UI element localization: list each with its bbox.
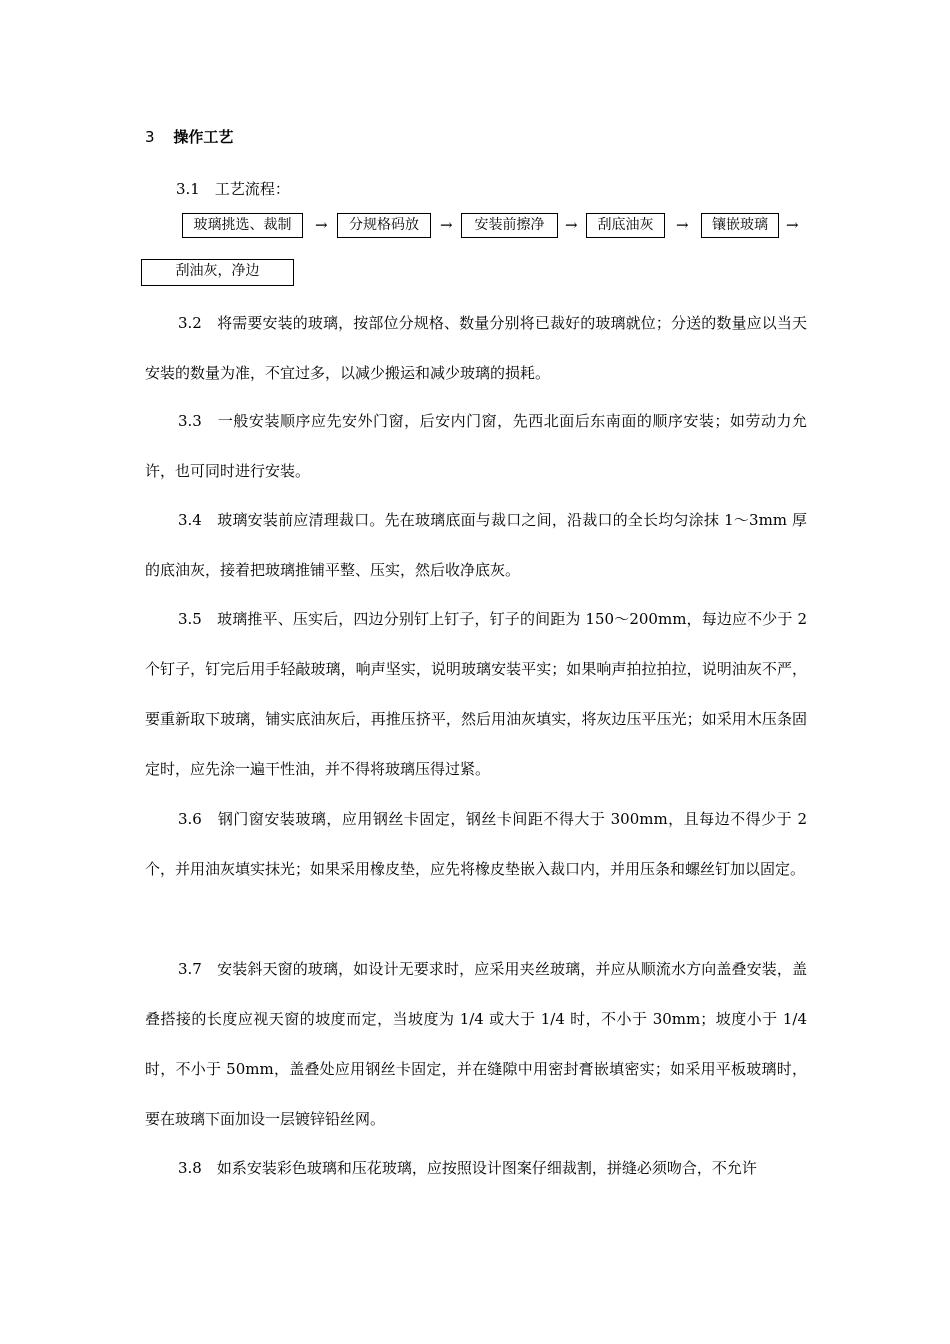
section-heading: [145, 126, 233, 147]
flow-step-2: 分规格码放: [337, 213, 431, 238]
flow-arrow-3: →: [565, 216, 578, 234]
flow-step-4: 刮底油灰: [586, 213, 665, 238]
flow-step-1: 玻璃挑选、裁制: [182, 213, 303, 238]
paragraph-3-5: 3.5 玻璃推平、压实后，四边分别钉上钉子，钉子的间距为 150～200mm，每边应不少于 2 个钉子，钉完后用手轻敲玻璃，响声坚实，说明玻璃安装平实；如果响声拍拉拍拉，说明油灰不严，要重新取下玻璃，铺实底油灰后，再推压挤平，然后用油灰填实，将灰边压平压光；如采用木压条固定时，应先涂一遍干性油，并不得将玻璃压得过紧。: [145, 610, 807, 778]
section-title: 操作工艺: [173, 128, 234, 146]
flow-step-3: 安装前擦净: [461, 213, 558, 238]
flow-arrow-1: →: [315, 216, 328, 234]
flow-step-5: 镶嵌玻璃: [701, 213, 779, 238]
flow-arrow-5: →: [786, 216, 799, 234]
paragraph-3-8: 3.8 如系安装彩色玻璃和压花玻璃，应按照设计图案仔细裁割，拼缝必须吻合，不允许: [178, 1159, 757, 1177]
flow-step-6: 刮油灰，净边: [141, 259, 294, 286]
paragraph-3-3: 3.3 一般安装顺序应先安外门窗，后安内门窗，先西北面后东南面的顺序安装；如劳动力允许，也可同时进行安装。: [145, 412, 807, 480]
flow-arrow-2: →: [440, 216, 453, 234]
paragraph-3-4: 3.4 玻璃安装前应清理裁口。先在玻璃底面与裁口之间，沿裁口的全长均匀涂抹 1～3mm 厚的底油灰，接着把玻璃推铺平整、压实，然后收净底灰。: [145, 511, 807, 579]
paragraph-3-6: 3.6 钢门窗安装玻璃，应用钢丝卡固定，钢丝卡间距不得大于 300mm，且每边不得少于 2 个，并用油灰填实抹光；如果采用橡皮垫，应先将橡皮垫嵌入裁口内，并用压条和螺丝钉加以固定。: [145, 810, 807, 878]
flow-label: 3.1 工艺流程：: [176, 180, 290, 198]
section-number: 3: [145, 128, 155, 146]
paragraph-3-2: 3.2 将需要安装的玻璃，按部位分规格、数量分别将已裁好的玻璃就位；分送的数量应以当天安装的数量为准，不宜过多，以减少搬运和减少玻璃的损耗。: [145, 314, 807, 382]
paragraph-3-7: 3.7 安装斜天窗的玻璃，如设计无要求时，应采用夹丝玻璃，并应从顺流水方向盖叠安装，盖叠搭接的长度应视天窗的坡度而定，当坡度为 1/4 或大于 1/4 时，不小于 30mm；坡度小于 1/4 时，不小于 50mm，盖叠处应用钢丝卡固定，并在缝隙中用密封膏嵌填密实；如采用平板玻璃时，要在玻璃下面加设一层镀锌铅丝网。: [145, 960, 807, 1128]
flow-arrow-4: →: [676, 216, 689, 234]
